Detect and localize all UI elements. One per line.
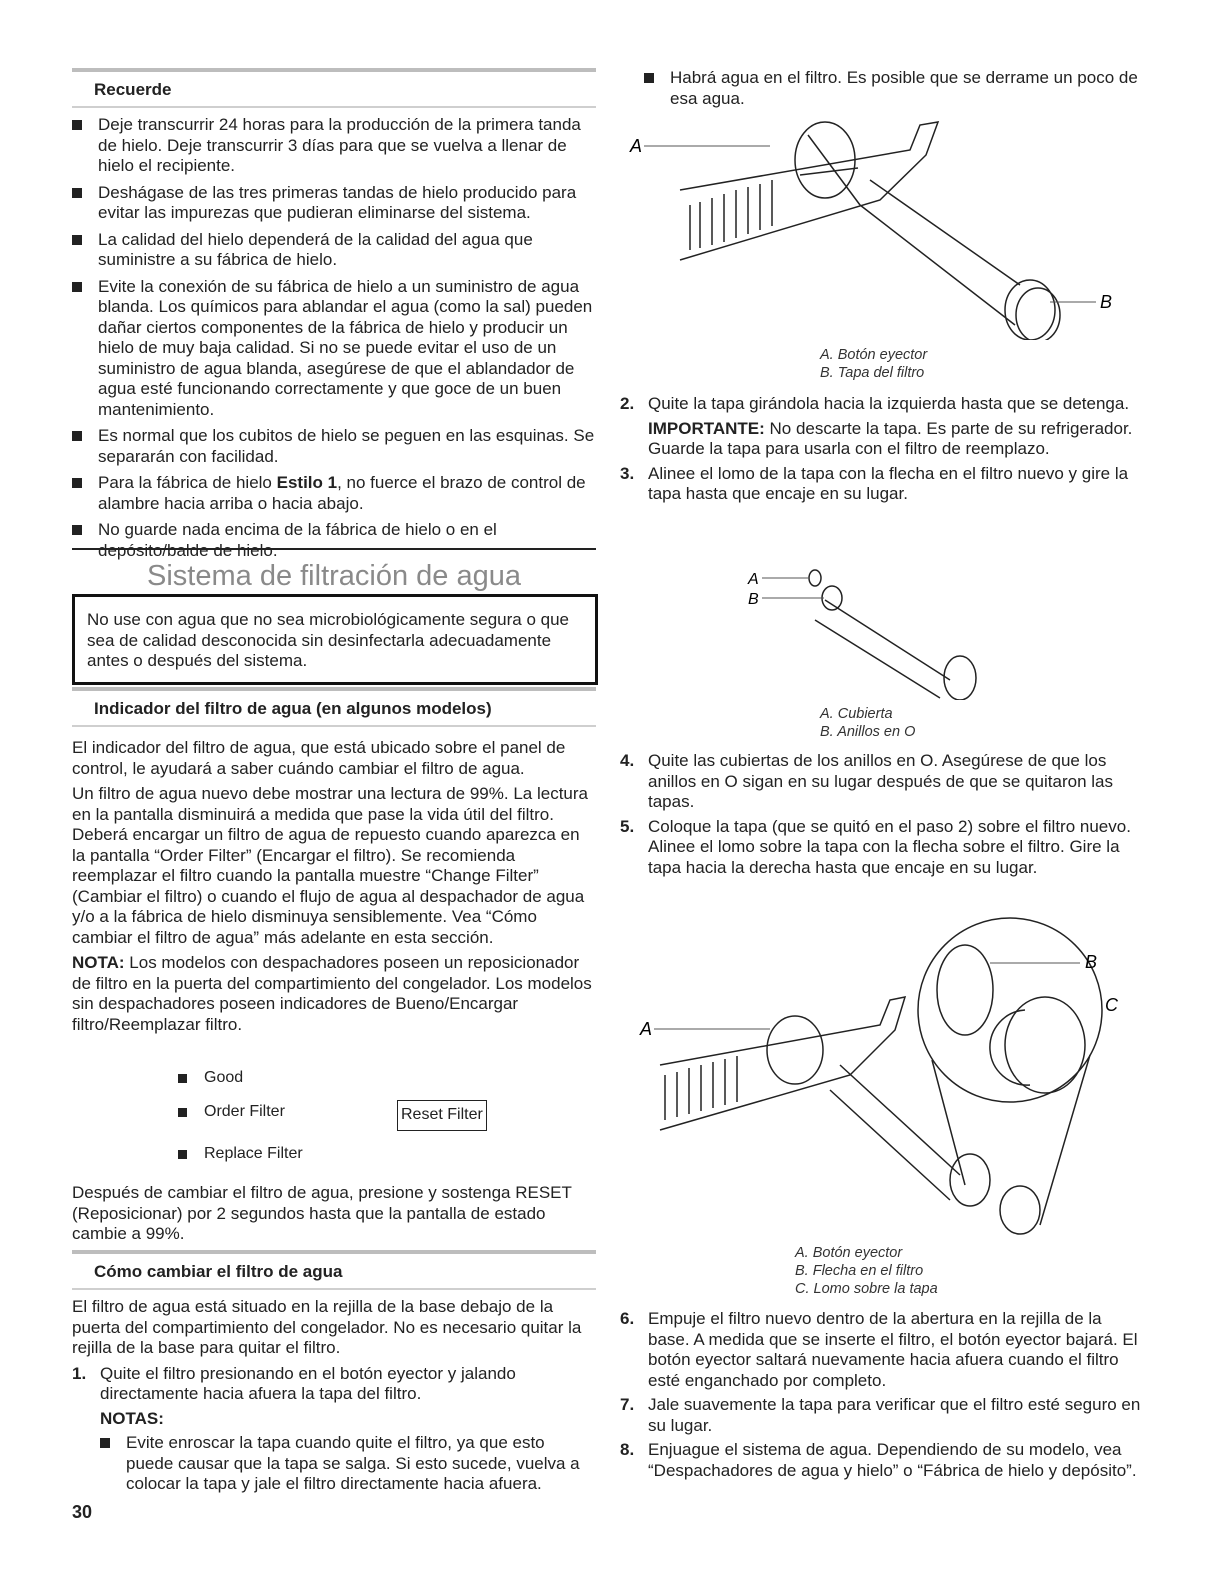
- label-b: B: [1085, 952, 1098, 972]
- list-item: Deshágase de las tres primeras tandas de hielo producido para evitar las impurezas que pudieran eliminarse del sistema.: [72, 183, 596, 224]
- label-c: C: [1105, 995, 1118, 1015]
- como-heading: Cómo cambiar el filtro de agua: [72, 1250, 596, 1290]
- fig2-caption: A. Cubierta B. Anillos en O: [820, 706, 916, 740]
- fig3-caption: A. Botón eyector B. Flecha en el filtro C. Lomo sobre la tapa: [795, 1245, 938, 1297]
- notas-label: NOTAS:: [100, 1408, 164, 1428]
- step-1: 1. Quite el filtro presionando en el botón eyector y jalando directamente hacia afuera la tapa del filtro.: [72, 1363, 516, 1403]
- label-a: A: [630, 136, 643, 156]
- step-6: 6. Empuje el filtro nuevo dentro de la abertura en la rejilla de la base. A medida que se inserte el filtro, el botón eyector bajará. El botón eyector saltará nuevamente hacia afuera cuando el filtro esté enganchado por completo.: [620, 1309, 1138, 1390]
- filter-cover-illustration: [720, 560, 1040, 700]
- fig1-caption: A. Botón eyector B. Tapa del filtro: [820, 347, 928, 381]
- list-item: Evite la conexión de su fábrica de hielo a un suministro de agua blanda. Los químicos para ablandar el agua (como la sal) pueden dañar ciertos componentes de la fábrica de hielo y producir un hielo de muy baja calidad. Si no se puede evitar el uso de un suministro de agua blanda, asegúrese de que el ablandador de agua esté funcionando correctamente y que goce de un buen mantenimiento.: [72, 277, 596, 421]
- list-item: La calidad del hielo dependerá de la calidad del agua que suministre a su fábrica de hielo.: [72, 230, 596, 271]
- indicador-body: El indicador del filtro de agua, que está ubicado sobre el panel de control, le ayudará a saber cuándo cambiar el filtro de agua. Un filtro de agua nuevo debe mostrar una lectura de 99%. La lectura en la pantalla disminuirá a medida que pase la vida útil del filtro. Deberá encargar un filtro de agua de repuesto cuando aparezca en la pantalla “Order Filter” (Encargar el filtro). Se recomienda reemplazar el filtro cuando la pantalla muestre “Change Filter” (Cambiar el filtro) o cuando el flujo de agua al despachador de agua y/o a la fábrica de hielo disminuya sensiblemente. Vea “Cómo cambiar el filtro de agua” más adelante en esta sección. NOTA: Los modelos con despachadores poseen un reposicionador de filtro en la puerta del compartimiento del congelador. Los modelos sin despachadores poseen indicadores de Bueno/Encargar filtro/Reemplazar filtro.: [72, 738, 592, 1034]
- importante: IMPORTANTE: No descarte la tapa. Es parte de su refrigerador. Guarde la tapa para usarla con el filtro de reemplazo.: [648, 418, 1133, 458]
- label-a: A: [748, 571, 759, 588]
- divider: [72, 548, 596, 550]
- status-replace-filter: Replace Filter: [178, 1144, 303, 1174]
- label-b: B: [1100, 292, 1113, 312]
- status-good: Good: [178, 1068, 303, 1102]
- section-title: Sistema de filtración de agua: [147, 560, 521, 592]
- status-order-filter: Order Filter: [178, 1102, 303, 1144]
- steps-6-8: [620, 1309, 1145, 1481]
- indicador-p3: Después de cambiar el filtro de agua, presione y sostenga RESET (Reposicionar) por 2 segundos hasta que la pantalla de estado cambie a 99%.: [72, 1183, 572, 1243]
- step-5: 5. Coloque la tapa (que se quitó en el paso 2) sobre el filtro nuevo. Alinee el lomo sobre la tapa con la flecha sobre el filtro. Gire la tapa hacia la derecha hasta que encaje en su lugar.: [620, 816, 1131, 877]
- warning-box: No use con agua que no sea microbiológicamente segura o que sea de calidad desconocida sin desinfectarla adecuadamente antes o después del sistema.: [72, 594, 598, 685]
- steps-2-3: [620, 394, 1145, 505]
- steps-4-5: [620, 751, 1145, 878]
- step-2: 2. Quite la tapa girándola hacia la izquierda hasta que se detenga.: [620, 394, 1130, 413]
- step-4: 4. Quite las cubiertas de los anillos en O. Asegúrese de que los anillos en O sigan en su lugar después de que se quitaron las tapas.: [620, 751, 1113, 811]
- label-b: B: [748, 591, 759, 608]
- filter-removal-illustration: [620, 110, 1145, 340]
- list-item: No guarde nada encima de la fábrica de hielo o en el depósito/balde de hielo.: [72, 520, 596, 561]
- list-item: Deje transcurrir 24 horas para la producción de la primera tanda de hielo. Deje transcurrir 3 días para que se vuelva a llenar de hielo el recipiente.: [72, 115, 596, 177]
- indicador-heading: Indicador del filtro de agua (en algunos modelos): [72, 687, 596, 727]
- como-body: El filtro de agua está situado en la rejilla de la base debajo de la puerta del compartimiento del congelador. No es necesario quitar la rejilla de la base para quitar el filtro. 1. Quite el filtro presionando en el botón eyector y jalando directamente hacia afuera la tapa del filtro. NOTAS: Evite enroscar la tapa cuando quite el filtro, ya que esto puede causar que la tapa se salga. Si esto sucede, vuelva a colocar la tapa y jale el filtro directamente hacia afuera.: [72, 1297, 596, 1495]
- page-number: 30: [72, 1502, 93, 1522]
- step-8: 8. Enjuague el sistema de agua. Dependiendo de su modelo, vea “Despachadores de agua y hielo” o “Fábrica de hielo y depósito”.: [620, 1440, 1137, 1480]
- status-list: [178, 1068, 303, 1174]
- filter-install-illustration: [620, 915, 1145, 1245]
- list-item: Evite enroscar la tapa cuando quite el filtro, ya que esto puede causar que la tapa se salga. Si esto sucede, vuelva a colocar la tapa y jale el filtro directamente hacia afuera.: [100, 1433, 596, 1495]
- step-7: 7. Jale suavemente la tapa para verificar que el filtro esté seguro en su lugar.: [620, 1395, 1141, 1435]
- reset-filter-button[interactable]: Reset Filter: [397, 1100, 487, 1131]
- recuerde-list: [72, 115, 596, 561]
- label-a: A: [640, 1019, 653, 1039]
- list-item: Habrá agua en el filtro. Es posible que se derrame un poco de esa agua.: [644, 68, 1150, 109]
- step-3: 3. Alinee el lomo de la tapa con la flecha en el filtro nuevo y gire la tapa hasta que encaje en su lugar.: [620, 463, 1129, 503]
- recuerde-heading: Recuerde: [72, 68, 596, 108]
- list-item: Es normal que los cubitos de hielo se peguen en las esquinas. Se separarán con facilidad.: [72, 426, 596, 467]
- list-item: Para la fábrica de hielo Estilo 1, no fuerce el brazo de control de alambre hacia arriba o hacia abajo.: [72, 473, 596, 514]
